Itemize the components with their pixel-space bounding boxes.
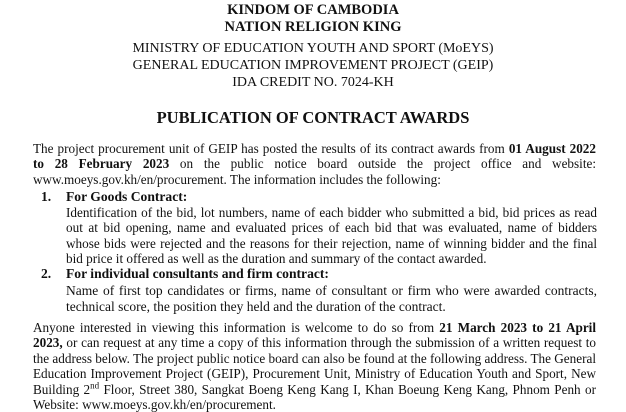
closing-text-after: Floor, Street 380, Sangkat Boeng Keng Kang I, Khan Boeung Keng Kang, Phnom Penh or Website: www.moeys.gov.kh/en/procurement. xyxy=(33,381,596,412)
item-number: 2. xyxy=(41,266,52,281)
intro-paragraph xyxy=(33,141,596,187)
intro-date-range: 01 August 2022 to 28 February 2023 xyxy=(33,141,596,172)
intro-text-before: The project procurement unit of GEIP has posted the results of its contract awards from xyxy=(33,141,509,156)
closing-paragraph xyxy=(33,320,596,412)
motto-heading: NATION RELIGION KING xyxy=(224,19,402,35)
closing-date-range: 21 March 2023 to 21 April 2023, xyxy=(33,320,597,351)
document-title: PUBLICATION OF CONTRACT AWARDS xyxy=(156,108,470,127)
closing-text-middle: or can request at any time a copy of this information through the submission of a written request to the address below. The project public notice board can also be found at the following address. The General Education Improvement Project (GEIP), Procurement Unit, Ministry of Education Youth and Sport, New Building 2 xyxy=(33,335,596,397)
closing-text-before: Anyone interested in viewing this information is welcome to do so from xyxy=(33,320,440,335)
credit-number: IDA CREDIT NO. 7024-KH xyxy=(232,75,394,90)
ministry-name: MINISTRY OF EDUCATION YOUTH AND SPORT (MoEYS) xyxy=(132,41,494,56)
goods-contract-heading: For Goods Contract: xyxy=(66,189,188,204)
item-number: 1. xyxy=(41,189,52,204)
floor-ordinal-suffix: nd xyxy=(90,380,100,391)
project-name: GENERAL EDUCATION IMPROVEMENT PROJECT (GEIP) xyxy=(132,58,494,73)
consultant-contract-heading: For individual consultants and firm contract: xyxy=(66,266,329,281)
kingdom-heading: KINDOM OF CAMBODIA xyxy=(227,2,399,18)
intro-text-after: on the public notice board outside the project office and website: www.moeys.gov.kh/en/procurement. The information includes the following: xyxy=(33,156,596,187)
consultant-contract-description: Name of first top candidates or firms, name of consultant or firm who were awarded contracts, technical score, the position they held and the duration of the contract. xyxy=(66,283,597,314)
goods-contract-description: Identification of the bid, lot numbers, name of each bidder who submitted a bid, bid prices as read out at bid opening, name and evaluated prices of each bid that was evaluated, name of bidders whose bids were rejected and the reasons for their rejection, name of winning bidder and the final bid price it offered as well as the duration and summary of the contact awarded. xyxy=(66,205,597,267)
